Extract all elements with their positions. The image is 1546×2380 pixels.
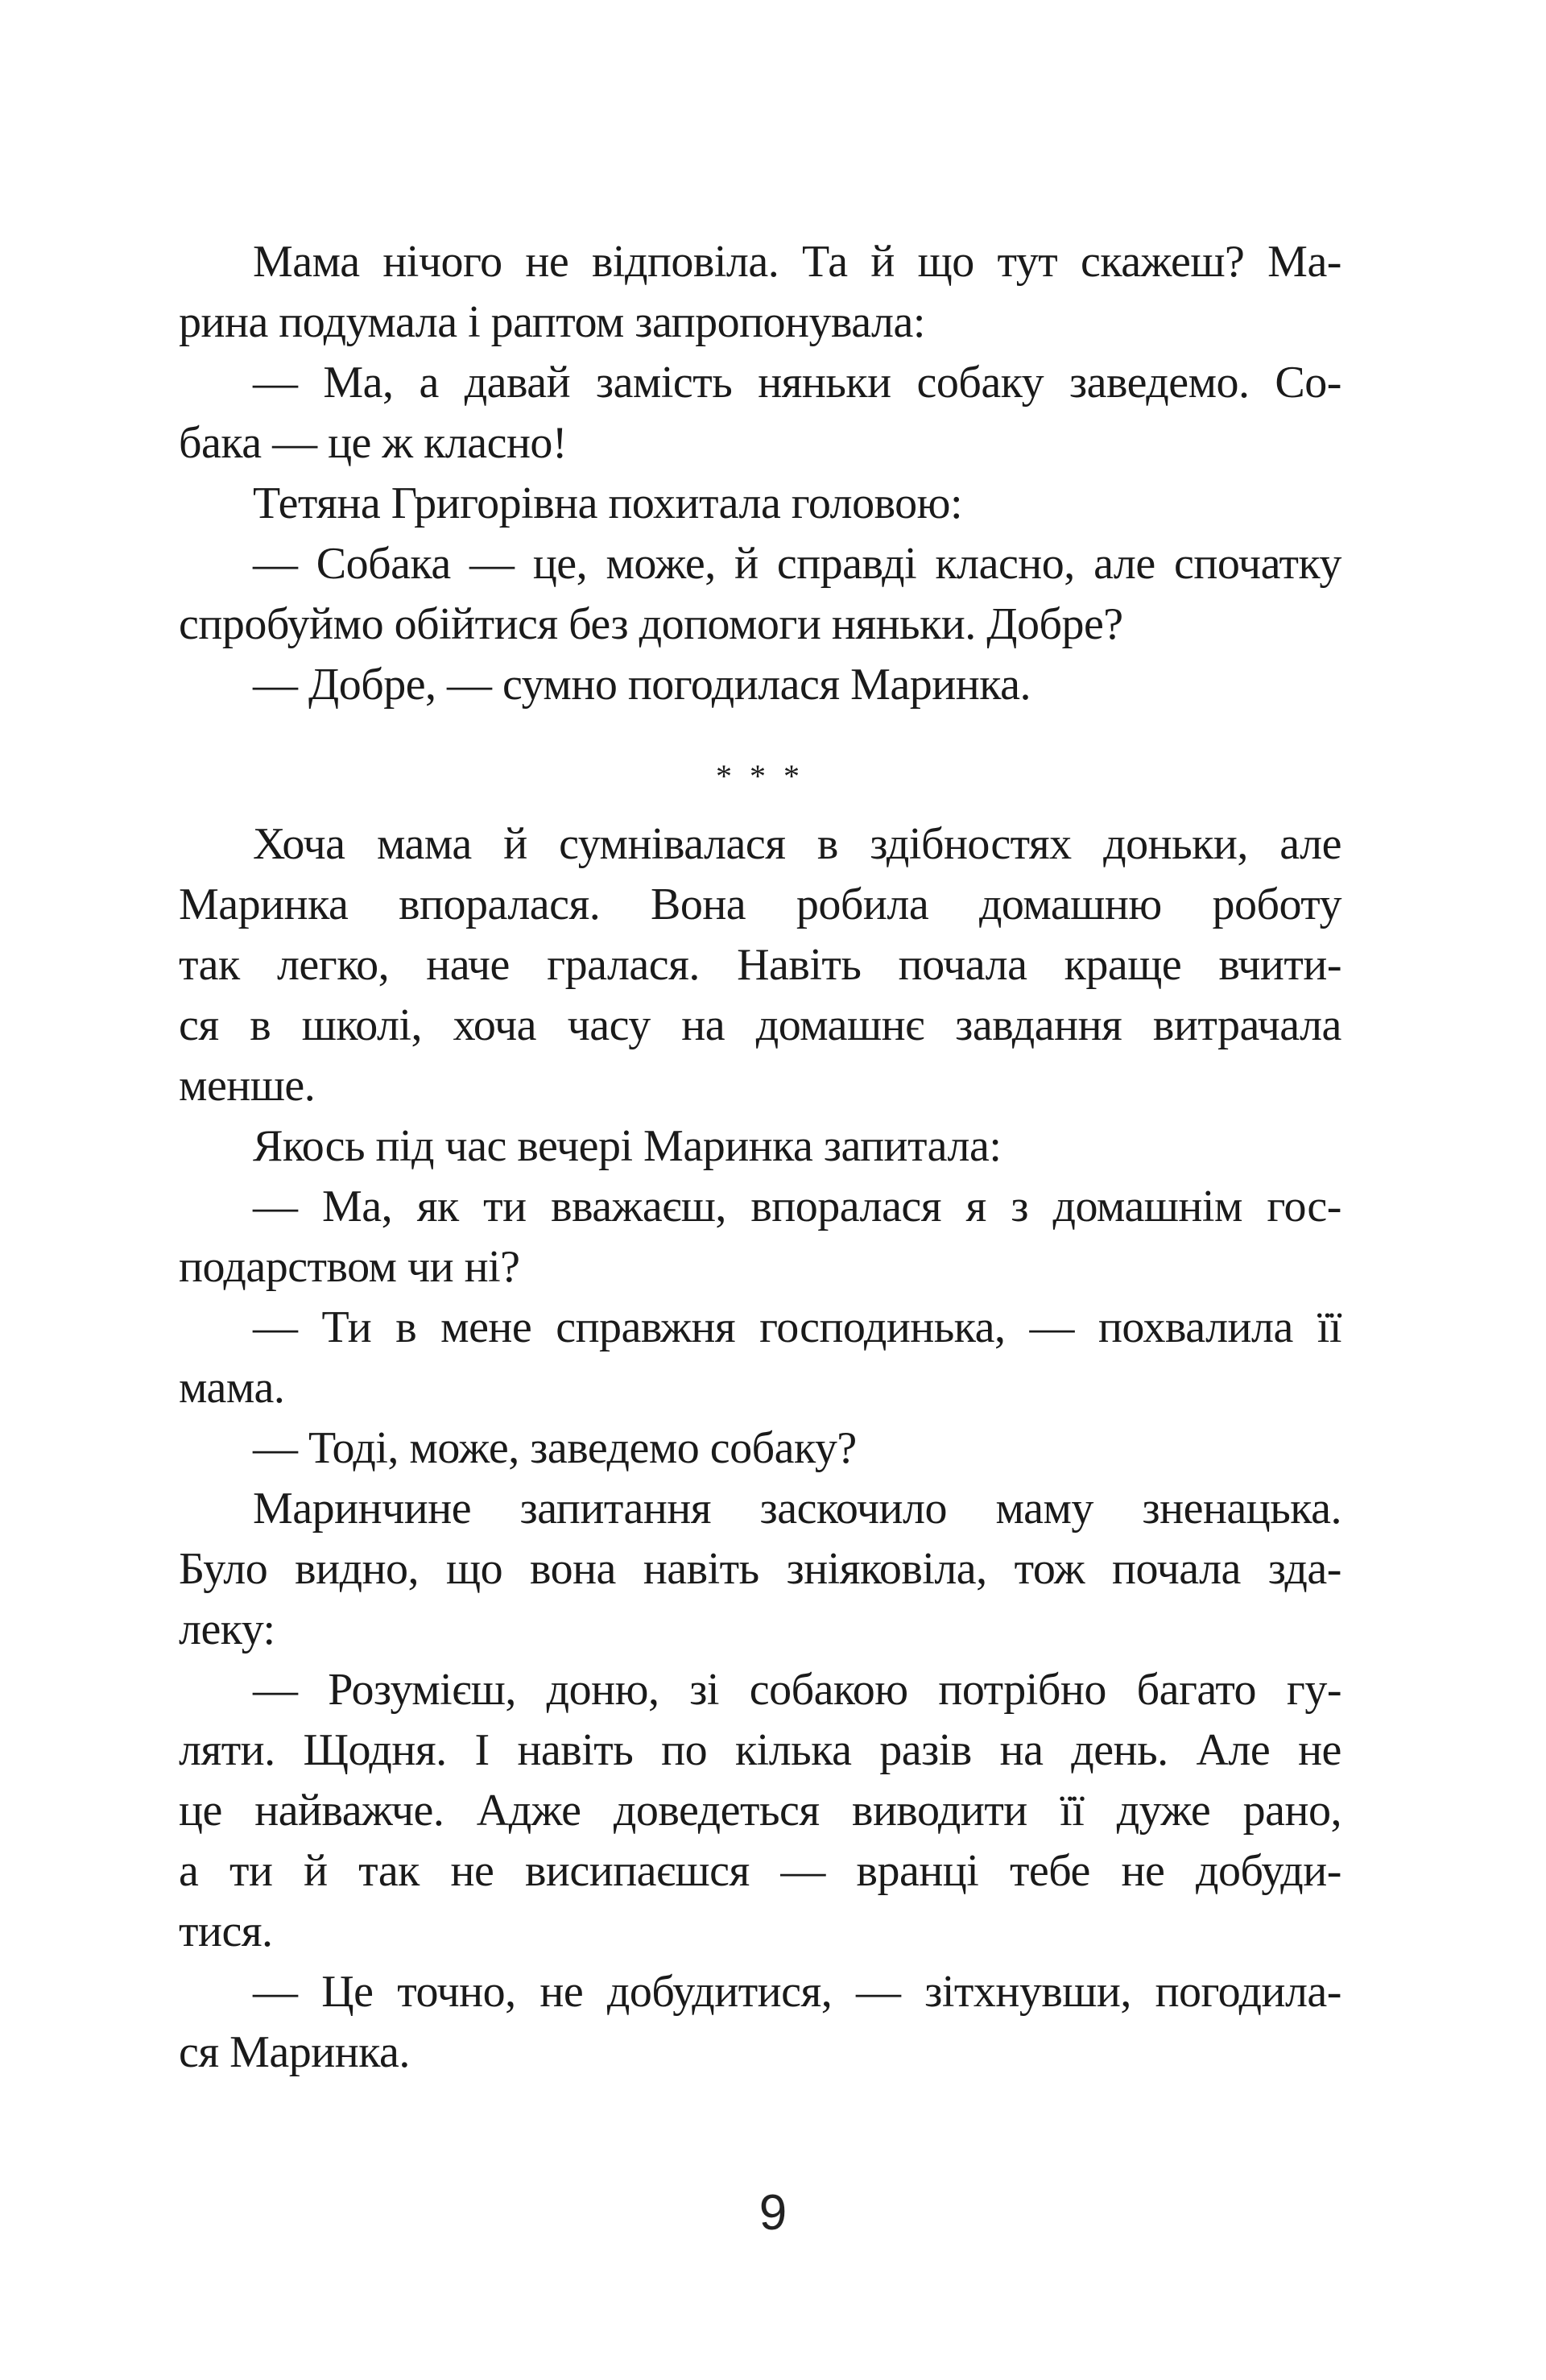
text-line: Було видно, що вона навіть зніяковіла, тож почала зда- (179, 1544, 1341, 1594)
text-line (179, 1056, 1341, 1116)
text-line: Маринка впоралася. Вона робила домашню роботу (179, 880, 1341, 929)
text-line (179, 1418, 1341, 1479)
text-line: Хоча мама й сумнівалася в здібностях доньки, але (253, 819, 1341, 869)
text-line (179, 1116, 1341, 1177)
text-line: ся в школі, хоча часу на домашнє завдання витрачала (179, 1000, 1341, 1050)
text-line-content: рина подумала і раптом запропонувала: (179, 297, 925, 347)
text-line: — Це точно, не добудитися, — зітхнувши, погодила- (253, 1967, 1341, 2017)
text-line (179, 1237, 1341, 1298)
text-line: Маринчине запитання заскочило маму зненацька. (253, 1484, 1341, 1534)
text-section-2 (179, 814, 1341, 2083)
text-line: — Розумієш, доню, зі собакою потрібно багато гу- (253, 1665, 1341, 1715)
book-page-body (179, 232, 1341, 2083)
text-line: це найважче. Адже доведеться виводити її дуже рано, (179, 1786, 1341, 1836)
text-line-content: Якось під час вечері Маринка запитала: (253, 1121, 1002, 1171)
text-line-content: менше. (179, 1061, 316, 1111)
text-line-content: спробуймо обійтися без допомоги няньки. Добре? (179, 599, 1123, 649)
text-line (179, 2022, 1341, 2083)
text-line-content: — Добре, — сумно погодилася Маринка. (253, 660, 1031, 710)
text-line: — Ма, як ти вважаєш, впоралася я з домашнім гос- (253, 1182, 1341, 1231)
text-line (179, 1358, 1341, 1418)
text-line (179, 1902, 1341, 1962)
text-line-content: бака — це ж класно! (179, 418, 568, 468)
text-line-content: — Тоді, може, заведемо собаку? (253, 1423, 857, 1473)
text-line (179, 292, 1341, 353)
text-line (179, 1600, 1341, 1660)
text-line (179, 413, 1341, 474)
text-line: а ти й так не висипаєшся — вранці тебе не добуди- (179, 1846, 1341, 1896)
text-line-content: тися. (179, 1906, 273, 1956)
text-line (179, 655, 1341, 715)
text-line-content: Тетяна Григорівна похитала головою: (253, 478, 963, 528)
text-line-content: мама. (179, 1363, 285, 1413)
text-line: — Ма, а давай замість няньки собаку заведемо. Со- (253, 358, 1341, 408)
page-number: 9 (759, 2185, 787, 2241)
text-line-content: леку: (179, 1604, 275, 1654)
section-separator: * * * (716, 758, 804, 794)
text-line: так легко, наче гралася. Навіть почала краще вчити- (179, 940, 1341, 990)
text-line: — Ти в мене справжня господинька, — похвалила її (253, 1302, 1341, 1352)
text-line-content: ся Маринка. (179, 2027, 410, 2077)
text-line: ляти. Щодня. І навіть по кілька разів на день. Але не (179, 1725, 1341, 1775)
text-line (179, 474, 1341, 534)
text-section-1 (179, 232, 1341, 715)
text-line-content: подарством чи ні? (179, 1242, 520, 1292)
text-line (179, 594, 1341, 655)
text-line: — Собака — це, може, й справді класно, але спочатку (253, 539, 1341, 589)
text-line: Мама нічого не відповіла. Та й що тут скажеш? Ма- (253, 237, 1341, 287)
